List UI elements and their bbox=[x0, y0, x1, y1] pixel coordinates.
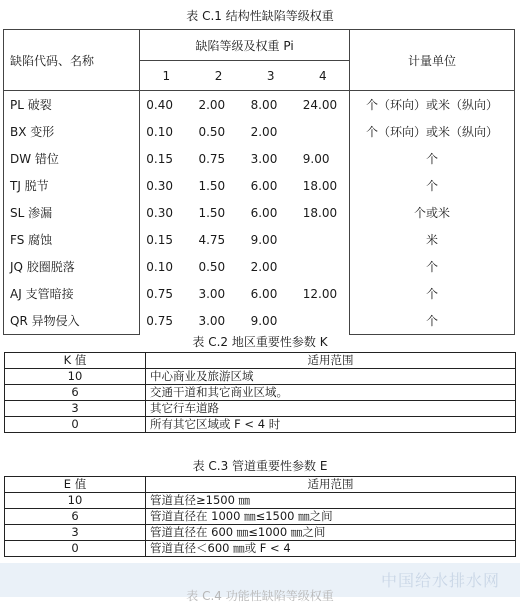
unit: 个 bbox=[349, 307, 514, 335]
table-c3-caption: 表 C.3 管道重要性参数 E bbox=[192, 459, 328, 473]
k-range: 所有其它区域或 F < 4 时 bbox=[146, 417, 516, 433]
weight-grade-4 bbox=[297, 226, 350, 253]
e-value: 6 bbox=[5, 509, 146, 525]
table-row bbox=[4, 253, 515, 280]
defect-code: QR 异物侵入 bbox=[4, 307, 140, 335]
table-row bbox=[4, 118, 515, 145]
weight-grade-1: 0.30 bbox=[146, 178, 173, 193]
defect-code: BX 变形 bbox=[4, 118, 140, 145]
unit: 个（环向）或米（纵向） bbox=[349, 91, 514, 119]
unit: 个 bbox=[349, 172, 514, 199]
weight-grade-3: 9.00 bbox=[250, 313, 278, 328]
weight-grade-3: 6.00 bbox=[250, 286, 278, 301]
weight-grade-3: 8.00 bbox=[250, 97, 278, 112]
table-row bbox=[5, 385, 516, 401]
table-row bbox=[4, 226, 515, 253]
k-range-header: 适用范围 bbox=[146, 353, 516, 369]
unit: 个（环向）或米（纵向） bbox=[349, 118, 514, 145]
weight-grade-4: 24.00 bbox=[302, 97, 338, 112]
table-row bbox=[4, 91, 515, 119]
weight-grade-3: 6.00 bbox=[250, 178, 278, 193]
weight-grade-1: 0.15 bbox=[146, 151, 173, 166]
defect-code: AJ 支管暗接 bbox=[4, 280, 140, 307]
weight-grade-3: 9.00 bbox=[250, 232, 278, 247]
table-c1-caption: 表 C.1 结构性缺陷等级权重 bbox=[186, 9, 334, 23]
e-range: 管道直径＜600 ㎜或 F < 4 bbox=[146, 541, 516, 557]
weight-grade-1: 0.15 bbox=[146, 232, 173, 247]
table-c4-caption: 表 C.4 功能性缺陷等级权重 bbox=[186, 589, 334, 603]
e-range: 管道直径≥1500 ㎜ bbox=[146, 493, 516, 509]
e-value: 3 bbox=[5, 525, 146, 541]
weight-grade-4: 18.00 bbox=[302, 205, 338, 220]
e-range: 管道直径在 600 ㎜≤1000 ㎜之间 bbox=[146, 525, 516, 541]
table-c2 bbox=[4, 352, 516, 433]
weight-grade-1: 0.40 bbox=[146, 97, 173, 112]
weight-grade-4 bbox=[297, 253, 350, 280]
e-value: 10 bbox=[5, 493, 146, 509]
table-row bbox=[5, 541, 516, 557]
weight-grade-2: 0.50 bbox=[198, 259, 226, 274]
e-value: 0 bbox=[5, 541, 146, 557]
weight-grade-3: 2.00 bbox=[250, 124, 278, 139]
defect-code: PL 破裂 bbox=[4, 91, 140, 119]
weight-grade-2: 3.00 bbox=[198, 313, 226, 328]
k-range: 其它行车道路 bbox=[146, 401, 516, 417]
table-row bbox=[4, 280, 515, 307]
weight-grade-1: 0.75 bbox=[146, 286, 173, 301]
weight-grade-1: 0.10 bbox=[146, 124, 173, 139]
weight-grade-3: 3.00 bbox=[250, 151, 278, 166]
table-c2-caption: 表 C.2 地区重要性参数 K bbox=[192, 335, 328, 349]
weight-grade-2: 1.50 bbox=[198, 178, 226, 193]
k-value: 10 bbox=[5, 369, 146, 385]
table-c1 bbox=[3, 29, 515, 335]
table-row bbox=[5, 417, 516, 433]
grade-header-2: 2 bbox=[192, 61, 244, 91]
weight-grade-3: 2.00 bbox=[250, 259, 278, 274]
table-row bbox=[5, 493, 516, 509]
defect-code: FS 腐蚀 bbox=[4, 226, 140, 253]
weight-grade-1: 0.30 bbox=[146, 205, 173, 220]
table-row bbox=[5, 401, 516, 417]
defect-code: TJ 脱节 bbox=[4, 172, 140, 199]
unit: 个 bbox=[349, 253, 514, 280]
weight-grade-4: 12.00 bbox=[302, 286, 338, 301]
unit: 个 bbox=[349, 280, 514, 307]
e-range: 管道直径在 1000 ㎜≤1500 ㎜之间 bbox=[146, 509, 516, 525]
table-row bbox=[4, 145, 515, 172]
unit: 个 bbox=[349, 145, 514, 172]
weight-grade-1: 0.10 bbox=[146, 259, 173, 274]
weight-grade-1: 0.75 bbox=[146, 313, 173, 328]
weight-grade-2: 1.50 bbox=[198, 205, 226, 220]
table-row bbox=[4, 199, 515, 226]
e-value-header: E 值 bbox=[5, 477, 146, 493]
weight-grade-2: 3.00 bbox=[198, 286, 226, 301]
grade-header-3: 3 bbox=[245, 61, 297, 91]
bottom-strip bbox=[0, 563, 520, 603]
col-grade-header: 缺陷等级及权重 Pi bbox=[140, 30, 350, 61]
k-range: 交通干道和其它商业区域。 bbox=[146, 385, 516, 401]
weight-grade-2: 0.75 bbox=[198, 151, 226, 166]
watermark: 中国给水排水网 bbox=[380, 571, 500, 590]
weight-grade-2: 0.50 bbox=[198, 124, 226, 139]
grade-header-1: 1 bbox=[140, 61, 193, 91]
k-value: 0 bbox=[5, 417, 146, 433]
defect-code: DW 错位 bbox=[4, 145, 140, 172]
k-value: 3 bbox=[5, 401, 146, 417]
weight-grade-4 bbox=[297, 118, 350, 145]
table-row bbox=[5, 369, 516, 385]
table-row bbox=[4, 172, 515, 199]
table-row bbox=[5, 525, 516, 541]
grade-header-4: 4 bbox=[297, 61, 350, 91]
weight-grade-4: 9.00 bbox=[302, 151, 330, 166]
table-row bbox=[5, 509, 516, 525]
weight-grade-4 bbox=[297, 307, 350, 335]
k-value-header: K 值 bbox=[5, 353, 146, 369]
weight-grade-2: 2.00 bbox=[198, 97, 226, 112]
unit: 个或米 bbox=[349, 199, 514, 226]
weight-grade-3: 6.00 bbox=[250, 205, 278, 220]
e-range-header: 适用范围 bbox=[146, 477, 516, 493]
table-c3 bbox=[4, 476, 516, 557]
weight-grade-2: 4.75 bbox=[198, 232, 226, 247]
weight-grade-4: 18.00 bbox=[302, 178, 338, 193]
defect-code: SL 渗漏 bbox=[4, 199, 140, 226]
k-value: 6 bbox=[5, 385, 146, 401]
k-range: 中心商业及旅游区域 bbox=[146, 369, 516, 385]
unit: 米 bbox=[349, 226, 514, 253]
defect-code: JQ 胶圈脱落 bbox=[4, 253, 140, 280]
col-name-header: 缺陷代码、名称 bbox=[4, 30, 140, 91]
col-unit-header: 计量单位 bbox=[349, 30, 514, 91]
table-row bbox=[4, 307, 515, 335]
